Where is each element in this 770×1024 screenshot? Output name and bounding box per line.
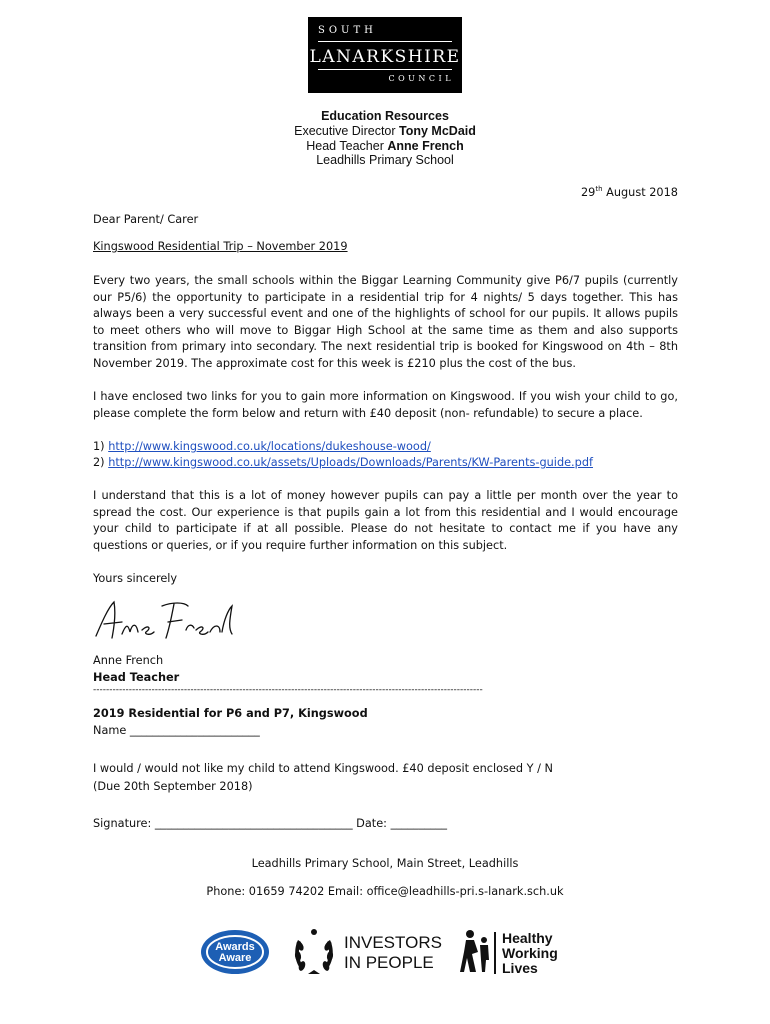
paragraph-1: Every two years, the small schools within the Biggar Learning Community give P6/7 pupils (currently our P5/6) the opportunity to participate in a residential trip for 4 nights/ 5 days together. This has always been a very successful event and one of the highlights of school for our pupils. It allows pupils to meet others who will move to Biggar High School at the same time as them and also supports transition from primary into secondary. The next residential trip is booked for Kingswood on 4th – 8th November 2019. The approximate cost for this week is £210 plus the cost of the bus. <box>93 274 678 370</box>
logo-lanarkshire: LANARKSHIRE <box>309 47 461 67</box>
link-item-2 <box>93 455 678 472</box>
head-label: Head Teacher <box>306 139 384 153</box>
footer-contact: Phone: 01659 74202 Email: office@leadhills-pri.s-lanark.sch.uk <box>206 885 564 898</box>
signer-title: Head Teacher <box>93 671 180 684</box>
council-logo <box>308 17 462 93</box>
logo-south: SOUTH <box>318 25 377 36</box>
investors-text: INVESTORS <box>344 933 442 952</box>
salutation: Dear Parent/ Carer <box>93 213 199 226</box>
cut-line: ------------------------------------------------------------------------------------------------------------------------ <box>93 685 483 695</box>
paragraph-3: I understand that this is a lot of money however pupils can pay a little per month over the year to spread the cost. Our experience is that pupils gain a lot from this residential and I would encourage your child to participate if at all possible. Please do not hesitate to contact me if you have any questions or queries, or if you require further information on this subject. <box>93 489 678 552</box>
paragraph-2: I have enclosed two links for you to gain more information on Kingswood. If you wish your child to go, please complete the form below and return with £40 deposit (non- refundable) to secure a place. <box>93 390 678 420</box>
awards-text: Awards <box>215 941 255 953</box>
handwritten-signature <box>92 594 242 644</box>
director-label: Executive Director <box>294 124 396 138</box>
lives-text: Lives <box>502 960 538 976</box>
footer-address: Leadhills Primary School, Main Street, Leadhills <box>251 857 519 870</box>
head-name: Anne French <box>387 139 464 153</box>
link-1-number: 1) <box>93 440 109 453</box>
logo-rule <box>318 41 452 42</box>
director-name: Tony McDaid <box>399 124 476 138</box>
logo-council: COUNCIL <box>388 74 454 83</box>
date-day: 29 <box>580 185 596 199</box>
working-text: Working <box>502 945 558 961</box>
form-title: 2019 Residential for P6 and P7, Kingswood <box>93 707 368 720</box>
director-line <box>0 124 770 139</box>
hwl-figures-icon <box>460 926 578 978</box>
laurel-wreath-icon <box>288 926 450 978</box>
attend-line: I would / would not like my child to attend Kingswood. £40 deposit enclosed Y / N <box>93 762 553 775</box>
due-line: (Due 20th September 2018) <box>93 780 253 793</box>
signature-date-field: Signature: ___________________________________ Date: __________ <box>93 817 448 830</box>
logo-rule <box>318 69 452 70</box>
signer-name: Anne French <box>93 654 164 667</box>
aware-text: Aware <box>218 952 252 964</box>
name-field: Name _______________________ <box>93 724 260 737</box>
letter-date <box>560 185 678 199</box>
healthy-text: Healthy <box>502 930 553 946</box>
link-2-number: 2) <box>93 456 109 469</box>
investors-in-people-logo <box>288 926 450 978</box>
headteacher-line <box>0 139 770 154</box>
closing: Yours sincerely <box>93 572 178 585</box>
link-item-1 <box>93 439 678 456</box>
kingswood-link-1[interactable]: http://www.kingswood.co.uk/locations/dukeshouse-wood/ <box>108 440 431 453</box>
awards-aware-badge-icon <box>198 926 272 978</box>
school-name: Leadhills Primary School <box>316 153 454 167</box>
kingswood-link-2[interactable]: http://www.kingswood.co.uk/assets/Uploads/Downloads/Parents/KW-Parents-guide.pdf <box>108 456 593 469</box>
in-people-text: IN PEOPLE <box>344 953 434 972</box>
subject-line: Kingswood Residential Trip – November 2019 <box>93 240 348 253</box>
date-rest: August 2018 <box>602 185 678 199</box>
date-suffix: th <box>595 185 603 193</box>
healthy-working-lives-logo <box>460 926 578 978</box>
awards-aware-logo <box>198 926 272 978</box>
dept-heading: Education Resources <box>321 109 449 123</box>
